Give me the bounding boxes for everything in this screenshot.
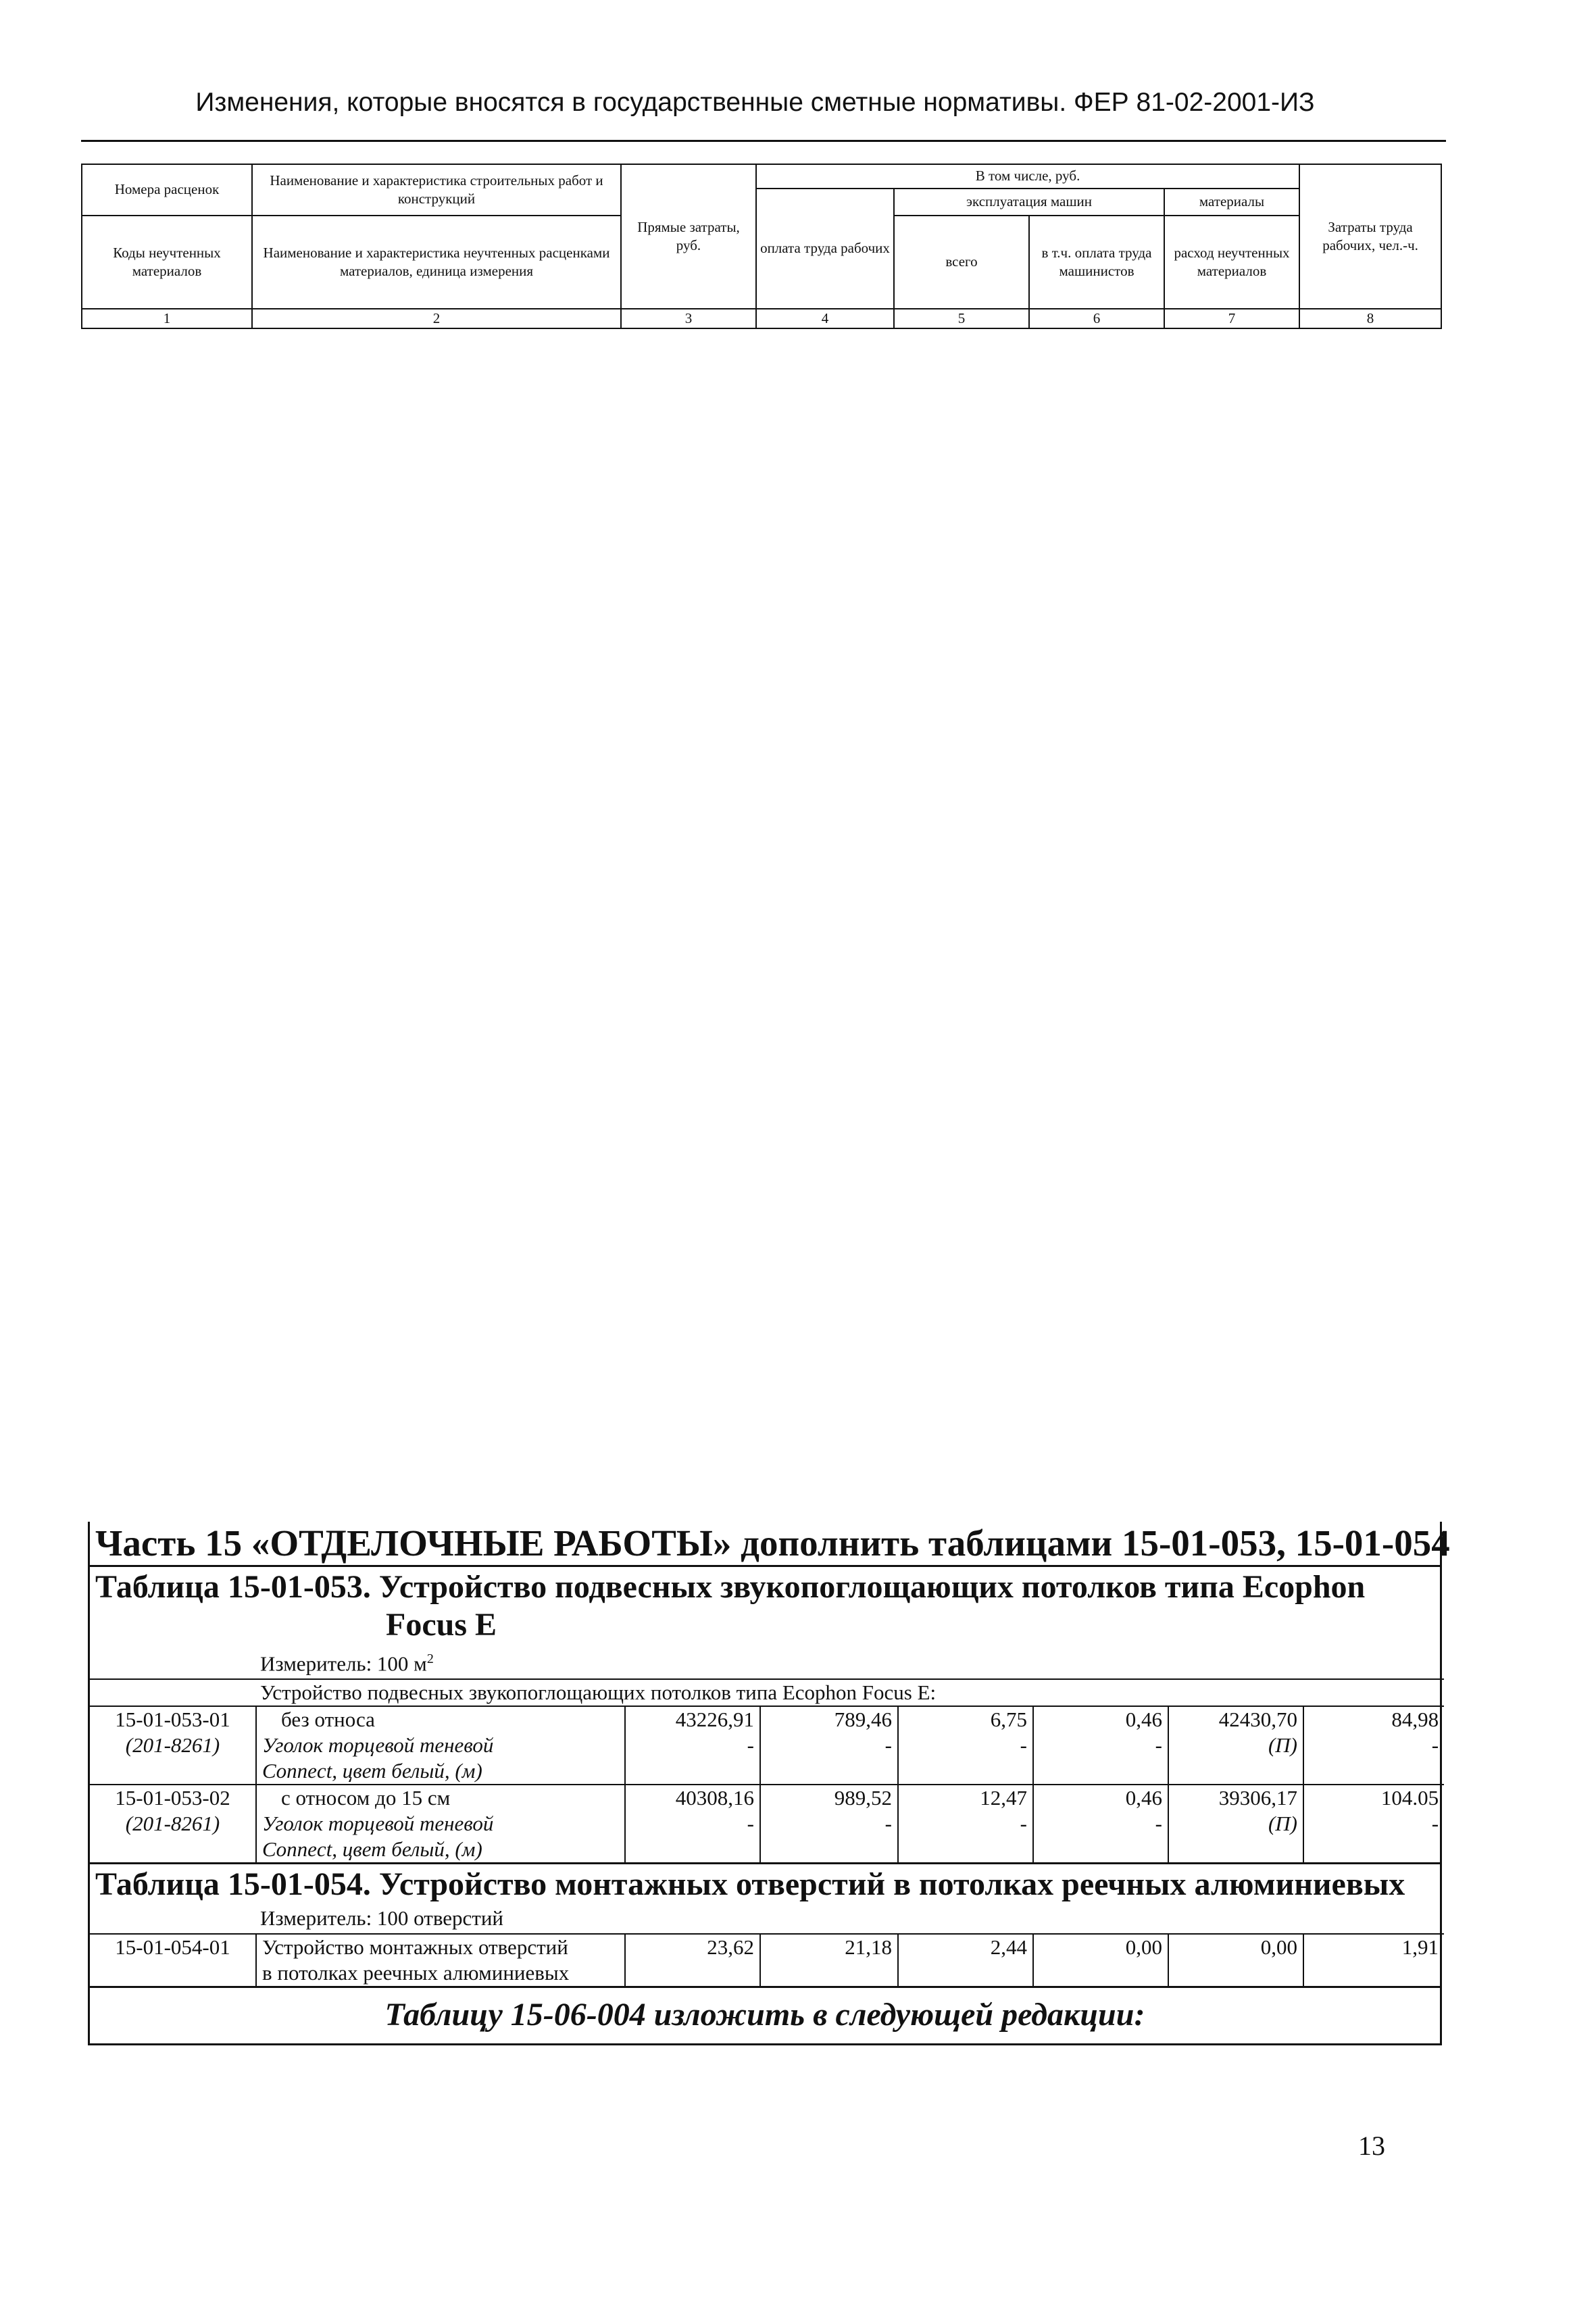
direct-costs: 40308,16	[625, 1785, 760, 1811]
material-row-cont	[90, 1758, 1444, 1785]
page-number: 13	[1358, 2131, 1385, 2161]
labor-hours: 1,91	[1303, 1934, 1444, 1960]
table1-title-line2: Focus E	[386, 1607, 497, 1643]
labor-wages: 989,52	[760, 1785, 898, 1811]
col2-bottom-header: Наименование и характеристика неучтенных расценками материалов, единица измерения	[252, 216, 621, 309]
table-row	[90, 1706, 1444, 1733]
table-row-cont	[90, 1960, 1444, 1986]
material-value: -	[1303, 1733, 1444, 1758]
material-name-cont: Connect, цвет белый, (м)	[256, 1758, 625, 1785]
machinist-wages: 0,46	[1033, 1785, 1168, 1811]
rate-name-cont: в потолках реечных алюминиевых	[256, 1960, 625, 1986]
materials: 39306,17	[1168, 1785, 1303, 1811]
machinist-wages: 0,46	[1033, 1706, 1168, 1733]
material-value: -	[898, 1733, 1033, 1758]
material-value: (П)	[1168, 1811, 1303, 1837]
labor-hours: 104.05	[1303, 1785, 1444, 1811]
column-header-table	[81, 164, 1442, 329]
col5-header: всего	[894, 216, 1029, 309]
col8-header: Затраты труда рабочих, чел.-ч.	[1299, 164, 1441, 309]
material-name: Уголок торцевой теневой	[256, 1733, 625, 1758]
material-value: -	[625, 1733, 760, 1758]
measure-superscript: 2	[426, 1651, 434, 1666]
material-code: (201-8261)	[125, 1733, 220, 1758]
col-number: 7	[1164, 309, 1299, 328]
part-title: Часть 15 «ОТДЕЛОЧНЫЕ РАБОТЫ» дополнить таблицами 15-01-053, 15-01-054	[88, 1522, 1442, 1565]
material-name: Уголок торцевой теневой	[256, 1811, 625, 1837]
header-rule	[81, 140, 1446, 142]
material-code: (201-8261)	[125, 1812, 220, 1836]
col2-top-header: Наименование и характеристика строительных работ и конструкций	[252, 164, 621, 216]
machines-total: 6,75	[898, 1706, 1033, 1733]
materials: 0,00	[1168, 1934, 1303, 1960]
rate-code: 15-01-053-02	[90, 1785, 256, 1811]
group-total-header: В том числе, руб.	[756, 164, 1299, 189]
material-value: -	[625, 1811, 760, 1837]
material-value: (П)	[1168, 1733, 1303, 1758]
material-value: -	[1033, 1733, 1168, 1758]
page-header: Изменения, которые вносятся в государственные сметные нормативы. ФЕР 81-02-2001-ИЗ	[195, 88, 1315, 117]
table1-measure	[90, 1644, 1440, 1678]
material-value: -	[1033, 1811, 1168, 1837]
rate-name: с относом до 15 см	[256, 1785, 625, 1811]
machines-total: 12,47	[898, 1785, 1033, 1811]
table1-title-line1: Таблица 15-01-053. Устройство подвесных звукопоглощающих потолков типа Ecophon	[95, 1569, 1366, 1605]
measure-label: Измеритель: 100 м	[260, 1651, 427, 1676]
rate-name: Устройство монтажных отверстий	[256, 1934, 625, 1960]
col3-header: Прямые затраты, руб.	[621, 164, 756, 309]
col1-top-header: Номера расценок	[82, 164, 252, 216]
main-block	[88, 1522, 1450, 2045]
machines-total: 2,44	[898, 1934, 1033, 1960]
col-number: 2	[252, 309, 621, 328]
col4-header: оплата труда рабочих	[756, 189, 894, 309]
table1-section-header: Устройство подвесных звукопоглощающих потолков типа Ecophon Focus E:	[90, 1679, 1444, 1706]
table2-measure: Измеритель: 100 отверстий	[260, 1906, 504, 1931]
rate-code: 15-01-053-01	[90, 1706, 256, 1733]
material-value: -	[760, 1811, 898, 1837]
table1-data	[90, 1678, 1444, 1862]
material-value: -	[760, 1733, 898, 1758]
col-number: 8	[1299, 309, 1441, 328]
col6-header: в т.ч. оплата труда машинистов	[1029, 216, 1164, 309]
table-row	[90, 1785, 1444, 1811]
labor-wages: 21,18	[760, 1934, 898, 1960]
direct-costs: 43226,91	[625, 1706, 760, 1733]
labor-hours: 84,98	[1303, 1706, 1444, 1733]
material-row	[90, 1811, 1444, 1837]
group-machines-header: эксплуатация машин	[894, 189, 1164, 216]
material-row	[90, 1733, 1444, 1758]
machinist-wages: 0,00	[1033, 1934, 1168, 1960]
material-name-cont: Connect, цвет белый, (м)	[256, 1837, 625, 1862]
rate-name: без относа	[256, 1706, 625, 1733]
col-number: 5	[894, 309, 1029, 328]
material-value: -	[1303, 1811, 1444, 1837]
material-row-cont	[90, 1837, 1444, 1862]
col-number: 6	[1029, 309, 1164, 328]
rate-code: 15-01-054-01	[90, 1934, 256, 1960]
group-materials-header: материалы	[1164, 189, 1299, 216]
table2-title: Таблица 15-01-054. Устройство монтажных отверстий в потолках реечных алюминиевых	[90, 1862, 1440, 1903]
table2-data	[90, 1933, 1444, 1986]
table1-title	[90, 1567, 1440, 1644]
material-value: -	[898, 1811, 1033, 1837]
final-instruction: Таблицу 15-06-004 изложить в следующей редакции:	[90, 1986, 1440, 2043]
col-number: 3	[621, 309, 756, 328]
col1-bottom-header: Коды неучтенных материалов	[82, 216, 252, 309]
col-number: 4	[756, 309, 894, 328]
rates-frame	[88, 1565, 1442, 2045]
col7-header: расход неучтенных материалов	[1164, 216, 1299, 309]
table-row	[90, 1934, 1444, 1960]
labor-wages: 789,46	[760, 1706, 898, 1733]
materials: 42430,70	[1168, 1706, 1303, 1733]
direct-costs: 23,62	[625, 1934, 760, 1960]
col-number: 1	[82, 309, 252, 328]
